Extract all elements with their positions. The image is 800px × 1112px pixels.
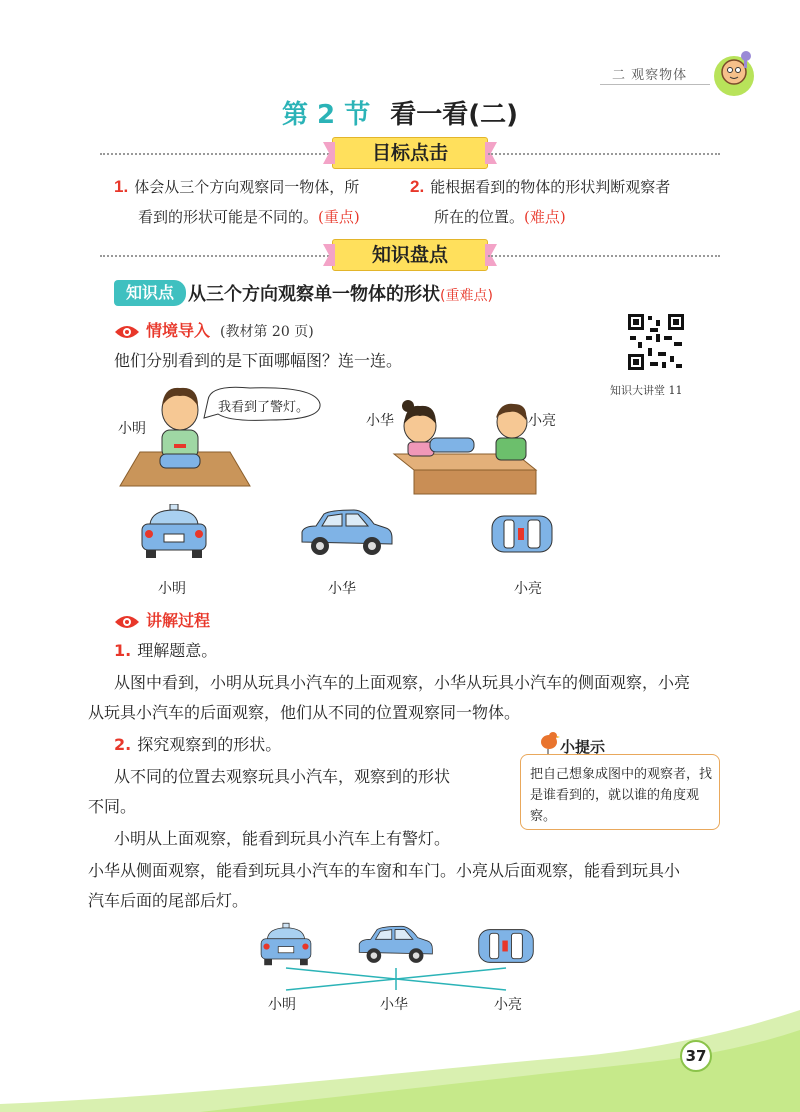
eye-icon (114, 324, 140, 340)
step-1 (114, 636, 217, 666)
section-number: 第 2 节 (282, 100, 371, 130)
dotted-rule-right (488, 255, 720, 257)
objective-1-number: 1. (114, 177, 129, 196)
car-label-xiaoliang: 小亮 (514, 581, 542, 597)
objective-2-line2: 所在的位置。 (434, 208, 525, 226)
paragraph-2-line1: 从不同的位置去观察玩具小汽车，观察到的形状 (114, 767, 451, 786)
speech-bubble-text: 我看到了警灯。 (218, 400, 310, 415)
objective-2-tag: (难点) (524, 208, 566, 226)
tip-text: 把自己想象成图中的观察者，找是谁看到的，就以谁的角度观察。 (530, 767, 713, 824)
goals-banner-row (100, 138, 720, 168)
car-view-top (490, 512, 554, 556)
objective-1-line1: 体会从三个方向观察同一物体，所 (134, 178, 360, 196)
car-view-back (138, 504, 210, 560)
car-label-xiaohua: 小华 (328, 581, 356, 597)
knowledge-banner-row (100, 240, 720, 270)
tip-title: 小提示 (560, 738, 606, 756)
bottom-car-side (356, 924, 434, 966)
knowledge-point-tag: (重难点) (440, 288, 493, 304)
bottom-car-back (258, 922, 314, 968)
step-2-number: 2. (114, 735, 132, 754)
objective-2-line1: 能根据看到的物体的形状判断观察者 (430, 178, 671, 196)
car-label-xiaoming: 小明 (158, 581, 186, 597)
eye-icon (114, 614, 140, 630)
bottom-label-xiaohua: 小华 (380, 997, 408, 1013)
situation-question: 他们分别看到的是下面哪幅图？连一连。 (114, 351, 403, 370)
knowledge-banner: 知识盘点 (332, 239, 488, 271)
bird-icon (538, 728, 560, 754)
objective-2 (410, 172, 720, 232)
qr-code-icon (626, 312, 686, 372)
objective-1-tag: (重点) (318, 208, 360, 226)
paragraph-2-line2: 不同。 (88, 797, 137, 816)
paragraph-1 (114, 668, 734, 698)
step-2-text: 探究观察到的形状。 (137, 735, 282, 754)
objective-1-line2: 看到的形状可能是不同的。 (138, 208, 319, 226)
label-xiaoliang-scene: 小亮 (528, 413, 556, 429)
page-number: 37 (680, 1040, 712, 1072)
section-title (0, 94, 800, 131)
paragraph-3-line2: 小华从侧面观察，能看到玩具小汽车的车窗和车门。小亮从后面观察，能看到玩具小 (88, 861, 681, 880)
paragraph-3-line3: 汽车后面的尾部后灯。 (88, 891, 249, 910)
objective-2-number: 2. (410, 177, 425, 196)
bottom-label-xiaoliang: 小亮 (494, 997, 522, 1013)
situation-heading-text: 情境导入 (146, 321, 211, 340)
header-rule (600, 84, 710, 85)
label-xiaohua-scene: 小华 (366, 413, 394, 429)
bottom-label-xiaoming: 小明 (268, 997, 296, 1013)
explain-heading (114, 608, 210, 631)
dotted-rule-left (100, 255, 332, 257)
qr-caption: 知识大讲堂 11 (610, 384, 683, 397)
mascot-icon (708, 46, 760, 98)
dotted-rule-left (100, 153, 332, 155)
section-name: 看一看(二) (390, 100, 518, 130)
paragraph-1-line1: 从图中看到，小明从玩具小汽车的上面观察，小华从玩具小汽车的侧面观察，小亮 (114, 673, 691, 692)
bottom-car-top (474, 926, 538, 966)
label-xiaoming-scene: 小明 (118, 421, 146, 437)
situation-note: (教材第 20 页) (220, 324, 314, 340)
paragraph-1-line2: 从玩具小汽车的后面观察，他们从不同的位置观察同一物体。 (88, 703, 521, 722)
knowledge-point-badge: 知识点 (114, 280, 186, 306)
knowledge-point-title (188, 280, 493, 306)
situation-heading (114, 318, 314, 341)
step-2 (114, 730, 281, 760)
goals-banner: 目标点击 (332, 137, 488, 169)
running-head: 二 观察物体 (612, 68, 688, 83)
dotted-rule-right (488, 153, 720, 155)
explain-heading-text: 讲解过程 (146, 611, 211, 630)
step-1-number: 1. (114, 641, 132, 660)
step-1-text: 理解题意。 (137, 641, 218, 660)
paragraph-3-line1: 小明从上面观察，能看到玩具小汽车上有警灯。 (114, 829, 451, 848)
car-view-side (298, 508, 394, 558)
objective-1 (114, 172, 404, 232)
matching-lines (280, 966, 520, 992)
knowledge-point-title-text: 从三个方向观察单一物体的形状 (188, 284, 440, 305)
